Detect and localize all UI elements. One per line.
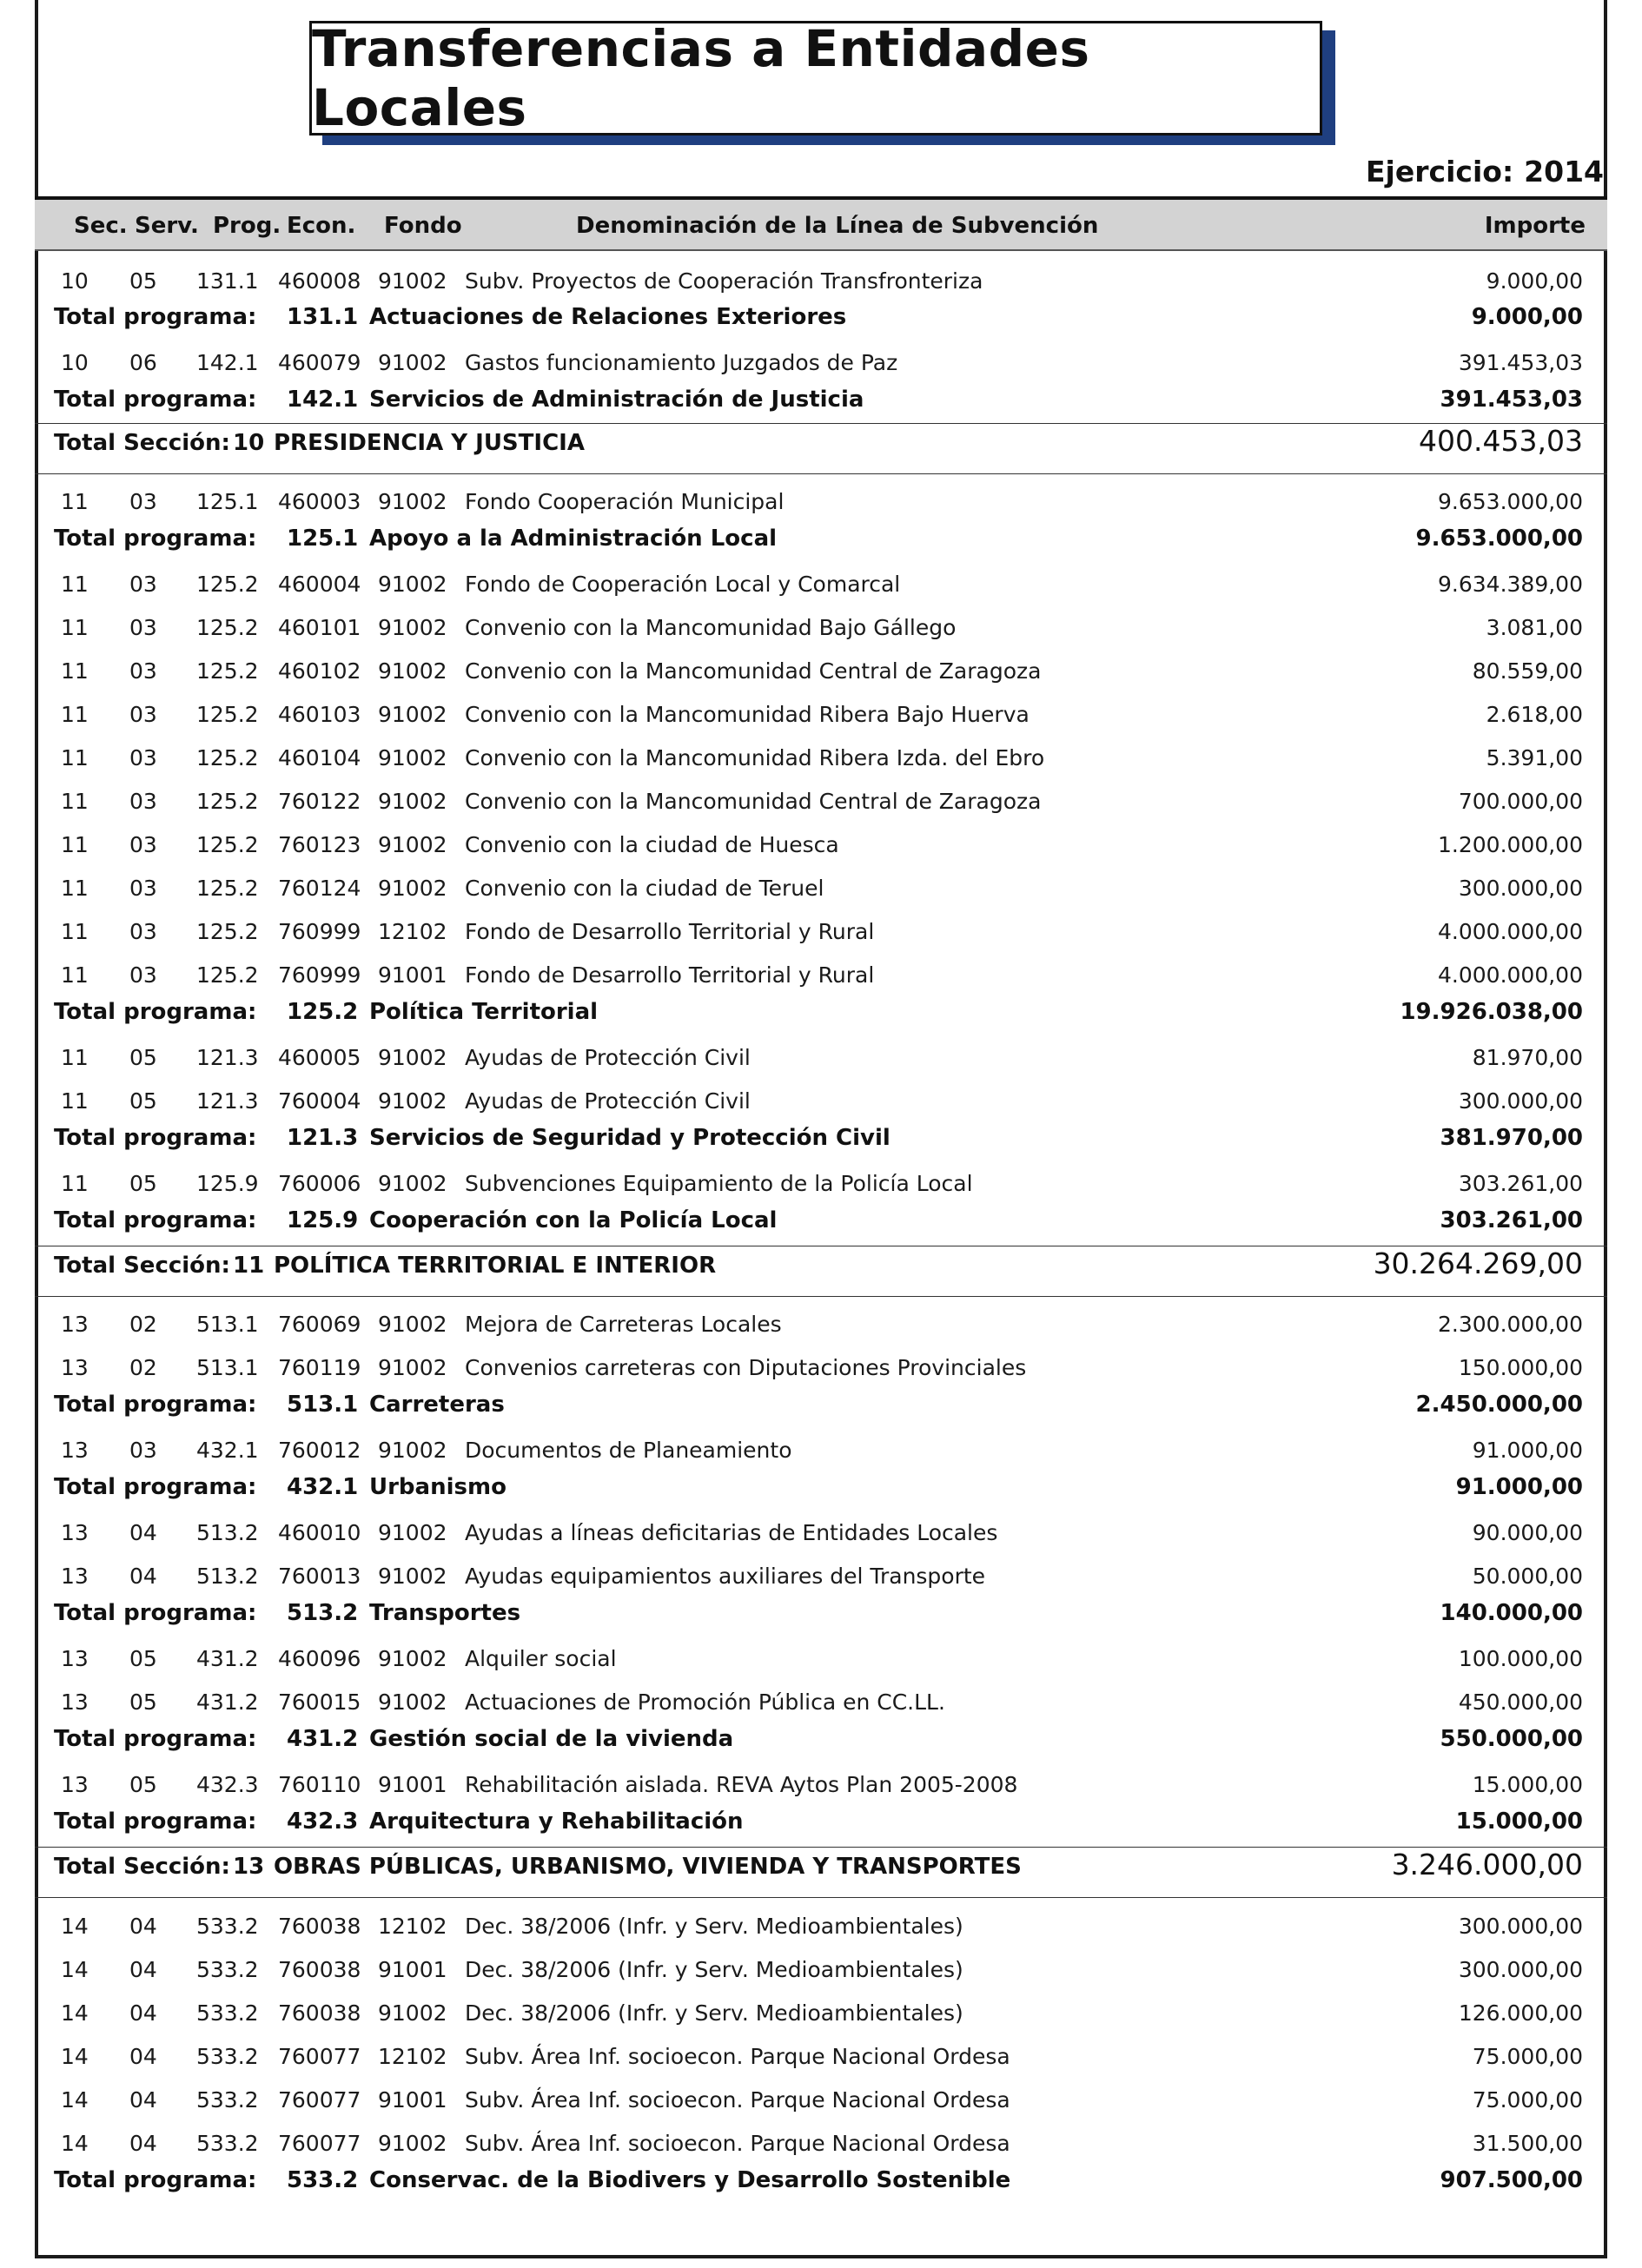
cell-econ: 460003 (278, 489, 361, 514)
total-prog-code: 125.9 (287, 1207, 359, 1233)
cell-prog: 125.2 (196, 919, 259, 944)
cell-desc: Convenio con la Mancomunidad Bajo Gállego (465, 615, 957, 640)
total-prog-amount: 9.000,00 (1471, 304, 1583, 330)
total-prog-desc: Servicios de Seguridad y Protección Civil (369, 1125, 891, 1151)
cell-econ: 760077 (278, 2131, 361, 2156)
total-prog-desc: Actuaciones de Relaciones Exteriores (369, 304, 847, 330)
cell-amount: 31.500,00 (1472, 2131, 1583, 2156)
cell-prog: 125.2 (196, 832, 259, 857)
cell-serv: 02 (129, 1355, 157, 1380)
cell-serv: 05 (129, 1045, 157, 1070)
cell-serv: 03 (129, 789, 157, 814)
total-prog-desc: Cooperación con la Policía Local (369, 1207, 778, 1233)
cell-desc: Fondo de Desarrollo Territorial y Rural (465, 919, 875, 944)
cell-prog: 533.2 (196, 2000, 259, 2026)
total-seccion-desc: POLÍTICA TERRITORIAL E INTERIOR (274, 1253, 717, 1279)
cell-prog: 121.3 (196, 1088, 259, 1114)
cell-serv: 03 (129, 962, 157, 988)
ejercicio (1366, 155, 1604, 188)
col-serv: Serv. (135, 213, 199, 239)
cell-serv: 05 (129, 268, 157, 294)
cell-econ: 460004 (278, 572, 361, 597)
cell-fondo: 91002 (378, 1355, 447, 1380)
cell-desc: Ayudas a líneas deficitarias de Entidades Locales (465, 1520, 998, 1545)
total-prog-desc: Conservac. de la Biodivers y Desarrollo Sostenible (369, 2167, 1011, 2193)
cell-sec: 13 (61, 1438, 89, 1463)
total-prog-code: 513.1 (287, 1392, 359, 1418)
col-sec: Sec. (74, 213, 128, 239)
total-prog-code: 432.1 (287, 1474, 359, 1500)
cell-fondo: 91002 (378, 1689, 447, 1715)
cell-sec: 14 (61, 2131, 89, 2156)
cell-econ: 760077 (278, 2087, 361, 2113)
ejercicio-label: Ejercicio: (1366, 155, 1514, 188)
cell-prog: 533.2 (196, 1914, 259, 1939)
cell-econ: 760999 (278, 919, 361, 944)
cell-serv: 05 (129, 1689, 157, 1715)
title-box (309, 21, 1322, 136)
cell-desc: Dec. 38/2006 (Infr. y Serv. Medioambientales) (465, 1957, 963, 1982)
cell-desc: Dec. 38/2006 (Infr. y Serv. Medioambientales) (465, 2000, 963, 2026)
cell-serv: 03 (129, 702, 157, 727)
total-seccion-code: 13 (233, 1854, 265, 1880)
cell-fondo: 91001 (378, 1957, 447, 1982)
cell-sec: 11 (61, 658, 89, 684)
total-prog-desc: Gestión social de la vivienda (369, 1726, 734, 1752)
cell-desc: Ayudas equipamientos auxiliares del Transporte (465, 1564, 986, 1589)
cell-prog: 513.1 (196, 1355, 259, 1380)
total-programa-label: Total programa: (54, 1392, 257, 1418)
cell-prog: 121.3 (196, 1045, 259, 1070)
cell-prog: 533.2 (196, 2087, 259, 2113)
cell-serv: 03 (129, 876, 157, 901)
total-programa-label: Total programa: (54, 304, 257, 330)
cell-sec: 11 (61, 702, 89, 727)
total-prog-code: 125.1 (287, 526, 359, 552)
cell-sec: 11 (61, 876, 89, 901)
cell-sec: 11 (61, 615, 89, 640)
cell-desc: Documentos de Planeamiento (465, 1438, 792, 1463)
cell-amount: 100.000,00 (1458, 1646, 1583, 1671)
cell-desc: Rehabilitación aislada. REVA Aytos Plan 2005-2008 (465, 1772, 1018, 1797)
cell-econ: 760038 (278, 1914, 361, 1939)
total-prog-amount: 303.261,00 (1440, 1207, 1583, 1233)
cell-serv: 04 (129, 2000, 157, 2026)
section-separator (35, 1897, 1607, 1898)
cell-econ: 760122 (278, 789, 361, 814)
col-prog: Prog. (213, 213, 281, 239)
cell-econ: 460079 (278, 350, 361, 375)
cell-prog: 125.2 (196, 789, 259, 814)
cell-prog: 432.3 (196, 1772, 259, 1797)
total-prog-desc: Apoyo a la Administración Local (369, 526, 778, 552)
section-separator (35, 1847, 1607, 1848)
cell-serv: 04 (129, 2087, 157, 2113)
total-prog-amount: 907.500,00 (1440, 2167, 1583, 2193)
cell-amount: 81.970,00 (1472, 1045, 1583, 1070)
cell-desc: Fondo de Cooperación Local y Comarcal (465, 572, 901, 597)
cell-sec: 11 (61, 745, 89, 770)
cell-desc: Convenio con la Mancomunidad Central de Zaragoza (465, 789, 1042, 814)
ejercicio-value: 2014 (1524, 155, 1604, 188)
cell-amount: 700.000,00 (1458, 789, 1583, 814)
cell-econ: 760004 (278, 1088, 361, 1114)
cell-desc: Gastos funcionamiento Juzgados de Paz (465, 350, 898, 375)
cell-fondo: 91002 (378, 832, 447, 857)
cell-amount: 50.000,00 (1472, 1564, 1583, 1589)
cell-serv: 05 (129, 1088, 157, 1114)
cell-sec: 14 (61, 2087, 89, 2113)
cell-econ: 760012 (278, 1438, 361, 1463)
cell-econ: 760038 (278, 2000, 361, 2026)
cell-serv: 03 (129, 572, 157, 597)
cell-amount: 300.000,00 (1458, 876, 1583, 901)
total-seccion-amount: 30.264.269,00 (1373, 1246, 1583, 1280)
cell-prog: 533.2 (196, 1957, 259, 1982)
cell-serv: 03 (129, 832, 157, 857)
cell-desc: Mejora de Carreteras Locales (465, 1312, 782, 1337)
total-prog-code: 125.2 (287, 999, 359, 1025)
col-denominacion: Denominación de la Línea de Subvención (576, 213, 1099, 239)
total-prog-code: 513.2 (287, 1600, 359, 1626)
cell-desc: Convenio con la ciudad de Huesca (465, 832, 839, 857)
total-seccion-code: 11 (233, 1253, 265, 1279)
cell-desc: Fondo de Desarrollo Territorial y Rural (465, 962, 875, 988)
total-prog-code: 431.2 (287, 1726, 359, 1752)
total-prog-code: 121.3 (287, 1125, 359, 1151)
cell-econ: 460104 (278, 745, 361, 770)
cell-sec: 13 (61, 1772, 89, 1797)
total-prog-code: 533.2 (287, 2167, 359, 2193)
cell-fondo: 91002 (378, 615, 447, 640)
total-programa-label: Total programa: (54, 1207, 257, 1233)
cell-sec: 14 (61, 1914, 89, 1939)
cell-econ: 760006 (278, 1171, 361, 1196)
total-prog-amount: 91.000,00 (1455, 1474, 1583, 1500)
cell-prog: 432.1 (196, 1438, 259, 1463)
cell-prog: 125.2 (196, 876, 259, 901)
cell-sec: 11 (61, 1171, 89, 1196)
cell-amount: 450.000,00 (1458, 1689, 1583, 1715)
cell-serv: 03 (129, 489, 157, 514)
cell-amount: 4.000.000,00 (1438, 919, 1583, 944)
total-prog-desc: Transportes (369, 1600, 521, 1626)
total-prog-desc: Arquitectura y Rehabilitación (369, 1808, 744, 1835)
cell-amount: 300.000,00 (1458, 1957, 1583, 1982)
cell-fondo: 91002 (378, 350, 447, 375)
cell-amount: 9.000,00 (1486, 268, 1583, 294)
cell-sec: 10 (61, 268, 89, 294)
cell-amount: 391.453,03 (1458, 350, 1583, 375)
total-prog-code: 131.1 (287, 304, 359, 330)
cell-serv: 05 (129, 1646, 157, 1671)
cell-sec: 14 (61, 1957, 89, 1982)
cell-desc: Convenios carreteras con Diputaciones Provinciales (465, 1355, 1027, 1380)
cell-prog: 533.2 (196, 2131, 259, 2156)
cell-prog: 125.9 (196, 1171, 259, 1196)
cell-prog: 125.1 (196, 489, 259, 514)
cell-serv: 02 (129, 1312, 157, 1337)
cell-econ: 760015 (278, 1689, 361, 1715)
cell-fondo: 12102 (378, 919, 447, 944)
cell-prog: 125.2 (196, 572, 259, 597)
cell-prog: 431.2 (196, 1689, 259, 1715)
cell-fondo: 12102 (378, 2044, 447, 2069)
cell-sec: 11 (61, 962, 89, 988)
total-programa-label: Total programa: (54, 1808, 257, 1835)
cell-fondo: 91002 (378, 702, 447, 727)
cell-amount: 2.618,00 (1486, 702, 1583, 727)
col-importe: Importe (1484, 213, 1586, 239)
cell-fondo: 91002 (378, 1088, 447, 1114)
cell-amount: 1.200.000,00 (1438, 832, 1583, 857)
cell-prog: 131.1 (196, 268, 259, 294)
cell-fondo: 91002 (378, 572, 447, 597)
cell-desc: Convenio con la ciudad de Teruel (465, 876, 824, 901)
cell-serv: 03 (129, 1438, 157, 1463)
cell-fondo: 91002 (378, 1438, 447, 1463)
col-econ: Econ. (287, 213, 356, 239)
cell-amount: 15.000,00 (1472, 1772, 1583, 1797)
total-prog-amount: 19.926.038,00 (1400, 999, 1583, 1025)
cell-desc: Convenio con la Mancomunidad Ribera Izda. del Ebro (465, 745, 1045, 770)
total-prog-amount: 550.000,00 (1440, 1726, 1583, 1752)
cell-fondo: 91002 (378, 1564, 447, 1589)
cell-sec: 13 (61, 1646, 89, 1671)
cell-fondo: 91002 (378, 1312, 447, 1337)
section-separator (35, 1296, 1607, 1297)
cell-amount: 126.000,00 (1458, 2000, 1583, 2026)
cell-econ: 760069 (278, 1312, 361, 1337)
cell-fondo: 91002 (378, 268, 447, 294)
total-seccion-label: Total Sección: (54, 1854, 230, 1880)
cell-fondo: 91001 (378, 962, 447, 988)
cell-sec: 13 (61, 1689, 89, 1715)
cell-desc: Ayudas de Protección Civil (465, 1045, 751, 1070)
cell-sec: 13 (61, 1564, 89, 1589)
cell-econ: 760013 (278, 1564, 361, 1589)
total-prog-amount: 9.653.000,00 (1415, 526, 1583, 552)
cell-amount: 300.000,00 (1458, 1914, 1583, 1939)
cell-sec: 14 (61, 2000, 89, 2026)
cell-econ: 460005 (278, 1045, 361, 1070)
total-prog-amount: 2.450.000,00 (1415, 1392, 1583, 1418)
total-programa-label: Total programa: (54, 526, 257, 552)
cell-serv: 04 (129, 1520, 157, 1545)
cell-serv: 05 (129, 1171, 157, 1196)
total-programa-label: Total programa: (54, 999, 257, 1025)
total-prog-desc: Carreteras (369, 1392, 505, 1418)
cell-sec: 13 (61, 1520, 89, 1545)
cell-prog: 513.2 (196, 1520, 259, 1545)
cell-serv: 04 (129, 2044, 157, 2069)
cell-serv: 04 (129, 1957, 157, 1982)
cell-serv: 03 (129, 615, 157, 640)
cell-fondo: 91002 (378, 2131, 447, 2156)
cell-amount: 9.634.389,00 (1438, 572, 1583, 597)
cell-sec: 13 (61, 1312, 89, 1337)
cell-sec: 11 (61, 789, 89, 814)
cell-fondo: 91002 (378, 876, 447, 901)
cell-sec: 11 (61, 919, 89, 944)
total-programa-label: Total programa: (54, 387, 257, 413)
cell-prog: 125.2 (196, 702, 259, 727)
total-prog-desc: Política Territorial (369, 999, 599, 1025)
total-seccion-code: 10 (233, 430, 265, 456)
cell-serv: 03 (129, 658, 157, 684)
cell-econ: 460010 (278, 1520, 361, 1545)
cell-fondo: 91002 (378, 789, 447, 814)
cell-econ: 460096 (278, 1646, 361, 1671)
cell-econ: 760124 (278, 876, 361, 901)
cell-fondo: 91002 (378, 658, 447, 684)
cell-desc: Actuaciones de Promoción Pública en CC.LL. (465, 1689, 945, 1715)
col-fondo: Fondo (384, 213, 462, 239)
cell-fondo: 91002 (378, 745, 447, 770)
cell-desc: Dec. 38/2006 (Infr. y Serv. Medioambientales) (465, 1914, 963, 1939)
cell-econ: 460103 (278, 702, 361, 727)
total-seccion-label: Total Sección: (54, 430, 230, 456)
cell-fondo: 91002 (378, 1646, 447, 1671)
cell-serv: 04 (129, 1914, 157, 1939)
cell-serv: 04 (129, 1564, 157, 1589)
cell-amount: 91.000,00 (1472, 1438, 1583, 1463)
cell-serv: 03 (129, 745, 157, 770)
cell-prog: 431.2 (196, 1646, 259, 1671)
cell-sec: 13 (61, 1355, 89, 1380)
total-prog-code: 432.3 (287, 1808, 359, 1835)
cell-amount: 3.081,00 (1486, 615, 1583, 640)
total-prog-amount: 381.970,00 (1440, 1125, 1583, 1151)
total-prog-amount: 140.000,00 (1440, 1600, 1583, 1626)
cell-econ: 460008 (278, 268, 361, 294)
cell-serv: 05 (129, 1772, 157, 1797)
cell-desc: Subv. Proyectos de Cooperación Transfronteriza (465, 268, 983, 294)
cell-sec: 11 (61, 572, 89, 597)
cell-sec: 10 (61, 350, 89, 375)
cell-desc: Subv. Área Inf. socioecon. Parque Nacional Ordesa (465, 2044, 1010, 2069)
cell-amount: 5.391,00 (1486, 745, 1583, 770)
cell-serv: 03 (129, 919, 157, 944)
cell-fondo: 91002 (378, 1520, 447, 1545)
cell-amount: 90.000,00 (1472, 1520, 1583, 1545)
cell-prog: 125.2 (196, 745, 259, 770)
cell-desc: Subv. Área Inf. socioecon. Parque Nacional Ordesa (465, 2131, 1010, 2156)
cell-econ: 760119 (278, 1355, 361, 1380)
total-prog-amount: 391.453,03 (1440, 387, 1583, 413)
total-seccion-amount: 400.453,03 (1419, 424, 1583, 458)
cell-sec: 11 (61, 832, 89, 857)
total-seccion-amount: 3.246.000,00 (1391, 1848, 1583, 1881)
total-programa-label: Total programa: (54, 2167, 257, 2193)
cell-desc: Alquiler social (465, 1646, 617, 1671)
cell-desc: Subv. Área Inf. socioecon. Parque Nacional Ordesa (465, 2087, 1010, 2113)
cell-desc: Fondo Cooperación Municipal (465, 489, 785, 514)
cell-fondo: 91001 (378, 2087, 447, 2113)
cell-amount: 75.000,00 (1472, 2087, 1583, 2113)
cell-desc: Convenio con la Mancomunidad Central de Zaragoza (465, 658, 1042, 684)
total-programa-label: Total programa: (54, 1474, 257, 1500)
cell-prog: 125.2 (196, 962, 259, 988)
cell-amount: 150.000,00 (1458, 1355, 1583, 1380)
cell-desc: Convenio con la Mancomunidad Ribera Bajo Huerva (465, 702, 1030, 727)
cell-desc: Ayudas de Protección Civil (465, 1088, 751, 1114)
total-seccion-desc: PRESIDENCIA Y JUSTICIA (274, 430, 585, 456)
total-prog-code: 142.1 (287, 387, 359, 413)
cell-fondo: 91002 (378, 2000, 447, 2026)
cell-amount: 2.300.000,00 (1438, 1312, 1583, 1337)
page-title: Transferencias a Entidades Locales (312, 19, 1090, 137)
cell-desc: Subvenciones Equipamiento de la Policía Local (465, 1171, 973, 1196)
total-programa-label: Total programa: (54, 1726, 257, 1752)
cell-amount: 75.000,00 (1472, 2044, 1583, 2069)
total-prog-amount: 15.000,00 (1455, 1808, 1583, 1835)
section-separator (35, 473, 1607, 474)
cell-serv: 06 (129, 350, 157, 375)
total-programa-label: Total programa: (54, 1600, 257, 1626)
cell-prog: 513.2 (196, 1564, 259, 1589)
cell-sec: 11 (61, 1045, 89, 1070)
cell-econ: 760077 (278, 2044, 361, 2069)
cell-prog: 513.1 (196, 1312, 259, 1337)
cell-sec: 11 (61, 489, 89, 514)
cell-econ: 760999 (278, 962, 361, 988)
cell-amount: 80.559,00 (1472, 658, 1583, 684)
cell-sec: 11 (61, 1088, 89, 1114)
total-prog-desc: Urbanismo (369, 1474, 507, 1500)
total-seccion-desc: OBRAS PÚBLICAS, URBANISMO, VIVIENDA Y TRANSPORTES (274, 1854, 1022, 1880)
cell-econ: 460101 (278, 615, 361, 640)
cell-fondo: 91001 (378, 1772, 447, 1797)
total-prog-desc: Servicios de Administración de Justicia (369, 387, 864, 413)
cell-fondo: 91002 (378, 1045, 447, 1070)
cell-prog: 533.2 (196, 2044, 259, 2069)
cell-amount: 300.000,00 (1458, 1088, 1583, 1114)
cell-sec: 14 (61, 2044, 89, 2069)
cell-prog: 142.1 (196, 350, 259, 375)
cell-fondo: 12102 (378, 1914, 447, 1939)
cell-prog: 125.2 (196, 615, 259, 640)
cell-fondo: 91002 (378, 489, 447, 514)
cell-amount: 303.261,00 (1458, 1171, 1583, 1196)
cell-econ: 760110 (278, 1772, 361, 1797)
cell-econ: 760038 (278, 1957, 361, 1982)
cell-econ: 460102 (278, 658, 361, 684)
cell-fondo: 91002 (378, 1171, 447, 1196)
cell-serv: 04 (129, 2131, 157, 2156)
total-seccion-label: Total Sección: (54, 1253, 230, 1279)
cell-amount: 9.653.000,00 (1438, 489, 1583, 514)
cell-prog: 125.2 (196, 658, 259, 684)
total-programa-label: Total programa: (54, 1125, 257, 1151)
section-separator (35, 423, 1607, 424)
cell-amount: 4.000.000,00 (1438, 962, 1583, 988)
table-header (35, 196, 1607, 251)
cell-econ: 760123 (278, 832, 361, 857)
